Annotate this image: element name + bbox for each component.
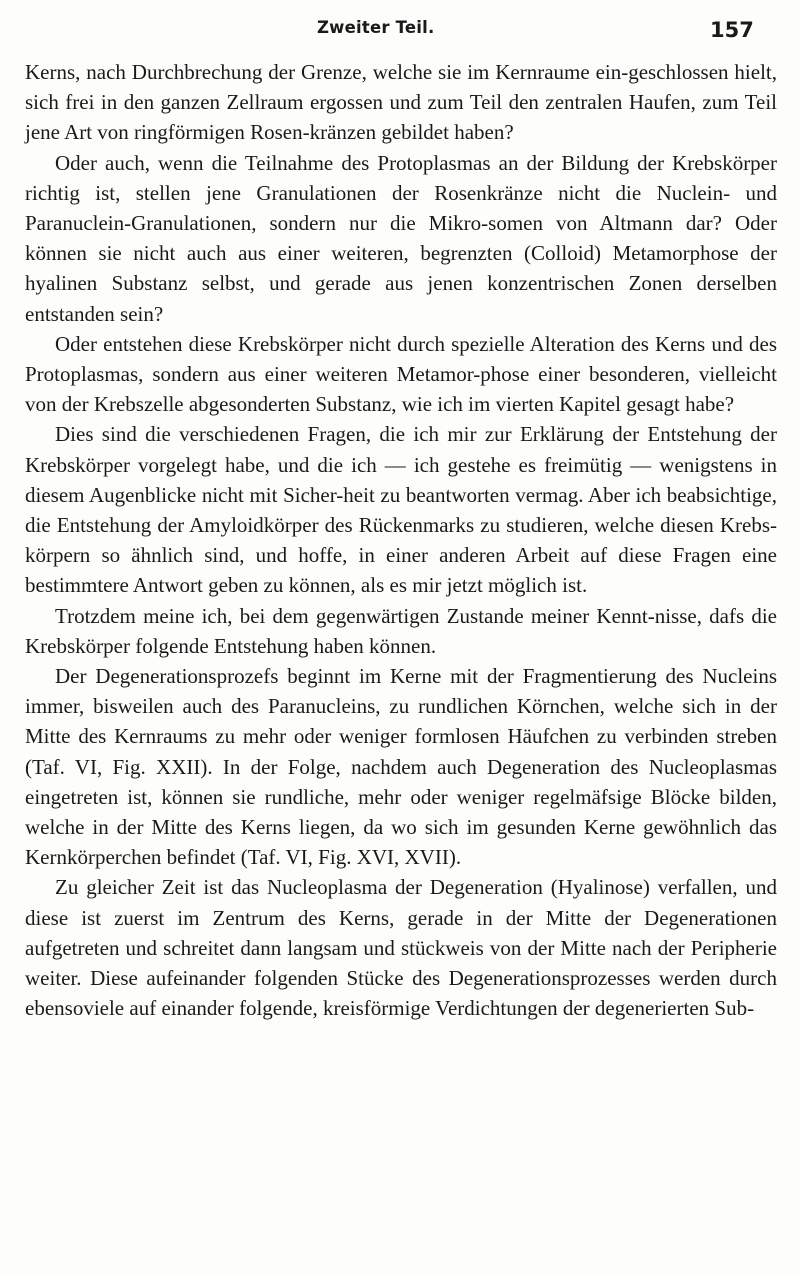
paragraph: Oder entstehen diese Krebskörper nicht durch spezielle Alteration des Kerns und des Protoplasmas, sondern aus einer weiteren Metamor-phose einer besonderen, vielleicht von der Krebszelle abgesonderten Substanz, wie ich im vierten Kapitel gesagt habe? [25, 331, 777, 417]
paragraph: Oder auch, wenn die Teilnahme des Protoplasmas an der Bildung der Krebskörper richtig ist, stellen jene Granulationen der Rosenkränze nicht die Nuclein- und Paranuclein-Granulationen, sondern nur die Mikro-somen von Altmann dar? Oder können sie nicht auch aus einer weiteren, begrenzten (Colloid) Metamorphose der hyalinen Substanz selbst, und gerade aus jenen konzentrischen Zonen derselben entstanden sein? [25, 150, 777, 326]
paragraph-continuation: Kerns, nach Durchbrechung der Grenze, welche sie im Kernraume ein-geschlossen hielt, sich frei in den ganzen Zellraum ergossen und zum Teil den zentralen Haufen, zum Teil jene Art von ringförmigen Rosen-kränzen gebildet haben? [25, 60, 777, 145]
running-head: Zweiter Teil. [317, 18, 435, 37]
paragraph: Trotzdem meine ich, bei dem gegenwärtigen Zustande meiner Kennt-nisse, dafs die Krebskörper folgende Entstehung haben können. [25, 603, 777, 658]
page-header [0, 18, 800, 48]
paragraph: Zu gleicher Zeit ist das Nucleoplasma der Degeneration (Hyalinose) verfallen, und diese ist zuerst im Zentrum des Kerns, gerade in der Mitte der Degenerationen aufgetreten und schreitet dann langsam und stückweis von der Mitte nach der Peripherie weiter. Diese aufeinander folgenden Stücke des Degenerationsprozesses werden durch ebensoviele auf einander folgende, kreisförmige Verdichtungen der degenerierten Sub- [25, 875, 777, 1021]
page-number: 157 [710, 18, 754, 42]
paragraph: Dies sind die verschiedenen Fragen, die ich mir zur Erklärung der Entstehung der Krebskörper vorgelegt habe, und die ich — ich gestehe es freimütig — wenigstens in diesem Augenblicke nicht mit Sicher-heit zu beantworten vermag. Aber ich beabsichtige, die Entstehung der Amyloidkörper des Rückenmarks zu studieren, welche diesen Krebs-körpern so ähnlich sind, und hoffe, in einer anderen Arbeit auf diese Fragen eine bestimmtere Antwort geben zu können, als es mir jetzt möglich ist. [25, 422, 777, 598]
body-text [25, 57, 777, 1024]
paragraph: Der Degenerationsprozefs beginnt im Kerne mit der Fragmentierung des Nucleins immer, bisweilen auch des Paranucleins, zu rundlichen Körnchen, welche sich in der Mitte des Kernraums zu mehr oder weniger formlosen Häufchen zu verbinden streben (Taf. VI, Fig. XXII). In der Folge, nachdem auch Degeneration des Nucleoplasmas eingetreten ist, können sie rundliche, mehr oder weniger regelmäfsige Blöcke bilden, welche in der Mitte des Kerns liegen, da wo sich im gesunden Kerne gewöhnlich das Kernkörperchen befindet (Taf. VI, Fig. XVI, XVII). [25, 664, 777, 870]
